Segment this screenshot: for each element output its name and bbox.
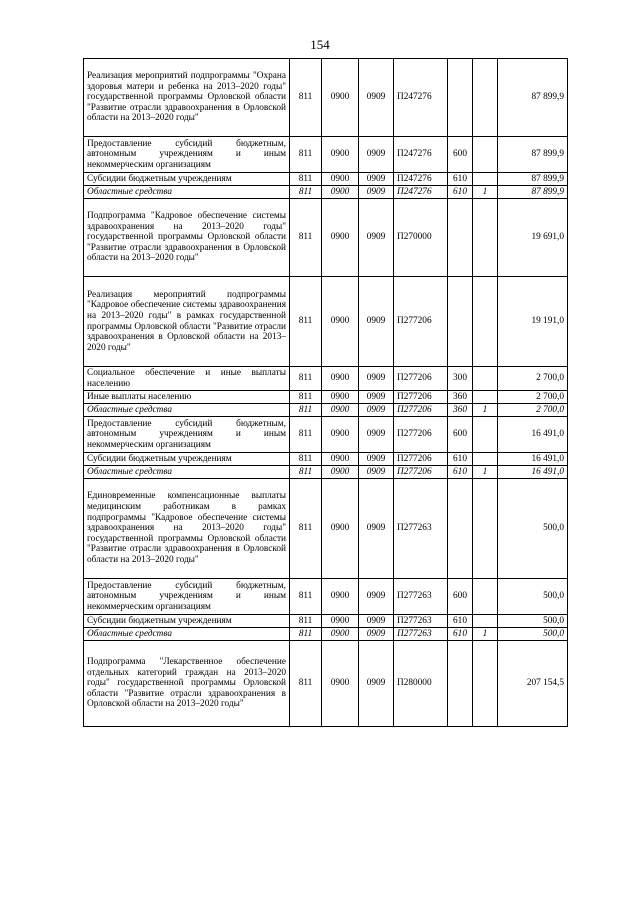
row-ved: 811 (290, 479, 322, 579)
row-src (473, 59, 498, 137)
row-csr: П277206 (394, 404, 448, 417)
row-csr: П277206 (394, 391, 448, 404)
row-pr: 0909 (359, 615, 394, 628)
row-pr: 0909 (359, 186, 394, 199)
row-vr: 360 (448, 404, 473, 417)
row-ved: 811 (290, 59, 322, 137)
row-name: Предоставление субсидий бюджетным, автономным учреждениям и иным некоммерческим организациям (84, 579, 290, 615)
row-src (473, 173, 498, 186)
row-sum: 87 899,9 (498, 186, 568, 199)
row-rz: 0900 (322, 59, 359, 137)
row-name: Предоставление субсидий бюджетным, автономным учреждениям и иным некоммерческим организациям (84, 417, 290, 453)
row-src (473, 391, 498, 404)
row-rz: 0900 (322, 615, 359, 628)
row-vr (448, 199, 473, 277)
row-src (473, 199, 498, 277)
row-ved: 811 (290, 628, 322, 641)
row-pr: 0909 (359, 59, 394, 137)
row-src (473, 615, 498, 628)
row-name: Иные выплаты населению (84, 391, 290, 404)
row-csr: П247276 (394, 173, 448, 186)
row-name: Реализация мероприятий подпрограммы "Кадровое обеспечение системы здравоохранения на 2013–2020 годы" в рамках государственной программы Орловской области "Развитие отрасли здравоохранения в Орловской области на 2013–2020 годы" (84, 277, 290, 367)
row-sum: 500,0 (498, 479, 568, 579)
table-row (84, 199, 568, 277)
row-pr: 0909 (359, 453, 394, 466)
row-name: Областные средства (84, 466, 290, 479)
row-ved: 811 (290, 137, 322, 173)
row-vr: 610 (448, 466, 473, 479)
row-csr: П277263 (394, 615, 448, 628)
row-rz: 0900 (322, 641, 359, 727)
row-csr: П277206 (394, 277, 448, 367)
row-src: 1 (473, 404, 498, 417)
row-pr: 0909 (359, 367, 394, 391)
table-row (84, 417, 568, 453)
row-pr: 0909 (359, 199, 394, 277)
table-row (84, 59, 568, 137)
row-vr (448, 479, 473, 579)
row-name: Субсидии бюджетным учреждениям (84, 453, 290, 466)
row-sum: 16 491,0 (498, 453, 568, 466)
row-sum: 87 899,9 (498, 137, 568, 173)
row-sum: 500,0 (498, 628, 568, 641)
table-row (84, 277, 568, 367)
row-ved: 811 (290, 641, 322, 727)
row-vr: 610 (448, 453, 473, 466)
row-rz: 0900 (322, 173, 359, 186)
row-csr: П277263 (394, 628, 448, 641)
table-row (84, 579, 568, 615)
budget-table (83, 58, 568, 727)
row-csr: П277263 (394, 579, 448, 615)
row-sum: 2 700,0 (498, 367, 568, 391)
row-sum: 19 191,0 (498, 277, 568, 367)
row-rz: 0900 (322, 367, 359, 391)
row-name: Реализация мероприятий подпрограммы "Охрана здоровья матери и ребенка на 2013–2020 годы" государственной программы Орловской области "Развитие отрасли здравоохранения в Орловской области на 2013–2020 годы" (84, 59, 290, 137)
row-vr: 600 (448, 579, 473, 615)
row-src (473, 641, 498, 727)
row-rz: 0900 (322, 628, 359, 641)
table-row (84, 367, 568, 391)
row-ved: 811 (290, 186, 322, 199)
row-rz: 0900 (322, 417, 359, 453)
row-src (473, 367, 498, 391)
row-pr: 0909 (359, 466, 394, 479)
row-vr: 600 (448, 137, 473, 173)
row-src: 1 (473, 628, 498, 641)
row-csr: П247276 (394, 59, 448, 137)
row-src: 1 (473, 466, 498, 479)
row-src (473, 579, 498, 615)
row-rz: 0900 (322, 199, 359, 277)
row-csr: П247276 (394, 186, 448, 199)
row-ved: 811 (290, 277, 322, 367)
row-rz: 0900 (322, 404, 359, 417)
row-name: Областные средства (84, 404, 290, 417)
row-pr: 0909 (359, 641, 394, 727)
row-name: Областные средства (84, 628, 290, 641)
row-pr: 0909 (359, 479, 394, 579)
row-name: Субсидии бюджетным учреждениям (84, 173, 290, 186)
row-ved: 811 (290, 173, 322, 186)
table-row (84, 404, 568, 417)
row-sum: 2 700,0 (498, 391, 568, 404)
row-src: 1 (473, 186, 498, 199)
table-row (84, 628, 568, 641)
row-sum: 500,0 (498, 579, 568, 615)
row-csr: П277206 (394, 453, 448, 466)
row-csr: П277206 (394, 417, 448, 453)
row-sum: 19 691,0 (498, 199, 568, 277)
row-rz: 0900 (322, 391, 359, 404)
row-ved: 811 (290, 579, 322, 615)
row-csr: П277206 (394, 367, 448, 391)
row-ved: 811 (290, 453, 322, 466)
table-row (84, 391, 568, 404)
row-vr: 610 (448, 186, 473, 199)
table-row (84, 641, 568, 727)
row-rz: 0900 (322, 479, 359, 579)
row-name: Подпрограмма "Кадровое обеспечение системы здравоохранения на 2013–2020 годы" государственной программы Орловской области "Развитие отрасли здравоохранения в Орловской области на 2013–2020 годы" (84, 199, 290, 277)
row-vr: 610 (448, 615, 473, 628)
table-row (84, 137, 568, 173)
row-vr (448, 277, 473, 367)
row-ved: 811 (290, 417, 322, 453)
row-ved: 811 (290, 615, 322, 628)
row-ved: 811 (290, 404, 322, 417)
row-src (473, 453, 498, 466)
row-ved: 811 (290, 199, 322, 277)
table-row (84, 615, 568, 628)
row-rz: 0900 (322, 186, 359, 199)
table-row (84, 453, 568, 466)
row-vr: 360 (448, 391, 473, 404)
row-ved: 811 (290, 367, 322, 391)
row-vr (448, 641, 473, 727)
row-sum: 207 154,5 (498, 641, 568, 727)
table-row (84, 479, 568, 579)
row-rz: 0900 (322, 579, 359, 615)
row-csr: П277206 (394, 466, 448, 479)
table-row (84, 173, 568, 186)
row-src (473, 417, 498, 453)
row-vr: 610 (448, 628, 473, 641)
row-vr (448, 59, 473, 137)
row-name: Областные средства (84, 186, 290, 199)
row-vr: 600 (448, 417, 473, 453)
row-name: Социальное обеспечение и иные выплаты населению (84, 367, 290, 391)
row-src (473, 277, 498, 367)
row-rz: 0900 (322, 137, 359, 173)
row-csr: П247276 (394, 137, 448, 173)
row-ved: 811 (290, 466, 322, 479)
row-pr: 0909 (359, 173, 394, 186)
row-sum: 16 491,0 (498, 466, 568, 479)
table-row (84, 186, 568, 199)
row-vr: 610 (448, 173, 473, 186)
row-src (473, 137, 498, 173)
row-pr: 0909 (359, 417, 394, 453)
table-row (84, 466, 568, 479)
row-name: Подпрограмма "Лекарственное обеспечение отдельных категорий граждан на 2013–2020 годы" государственной программы Орловской области "Развитие отрасли здравоохранения в Орловской области на 2013–2020 годы" (84, 641, 290, 727)
row-csr: П277263 (394, 479, 448, 579)
row-rz: 0900 (322, 277, 359, 367)
row-rz: 0900 (322, 453, 359, 466)
row-sum: 500,0 (498, 615, 568, 628)
row-name: Единовременные компенсационные выплаты медицинским работникам в рамках подпрограммы "Кадровое обеспечение системы здравоохранения на 2013–2020 годы" государственной программы Орловской области "Развитие отрасли здравоохранения в Орловской области на 2013–2020 годы" (84, 479, 290, 579)
row-pr: 0909 (359, 391, 394, 404)
row-src (473, 479, 498, 579)
row-name: Предоставление субсидий бюджетным, автономным учреждениям и иным некоммерческим организациям (84, 137, 290, 173)
row-pr: 0909 (359, 137, 394, 173)
row-sum: 87 899,9 (498, 59, 568, 137)
row-pr: 0909 (359, 277, 394, 367)
row-pr: 0909 (359, 579, 394, 615)
row-pr: 0909 (359, 628, 394, 641)
row-rz: 0900 (322, 466, 359, 479)
row-csr: П280000 (394, 641, 448, 727)
row-sum: 2 700,0 (498, 404, 568, 417)
row-name: Субсидии бюджетным учреждениям (84, 615, 290, 628)
row-sum: 87 899,9 (498, 173, 568, 186)
row-ved: 811 (290, 391, 322, 404)
row-vr: 300 (448, 367, 473, 391)
row-csr: П270000 (394, 199, 448, 277)
row-pr: 0909 (359, 404, 394, 417)
page-number: 154 (310, 37, 330, 52)
row-sum: 16 491,0 (498, 417, 568, 453)
